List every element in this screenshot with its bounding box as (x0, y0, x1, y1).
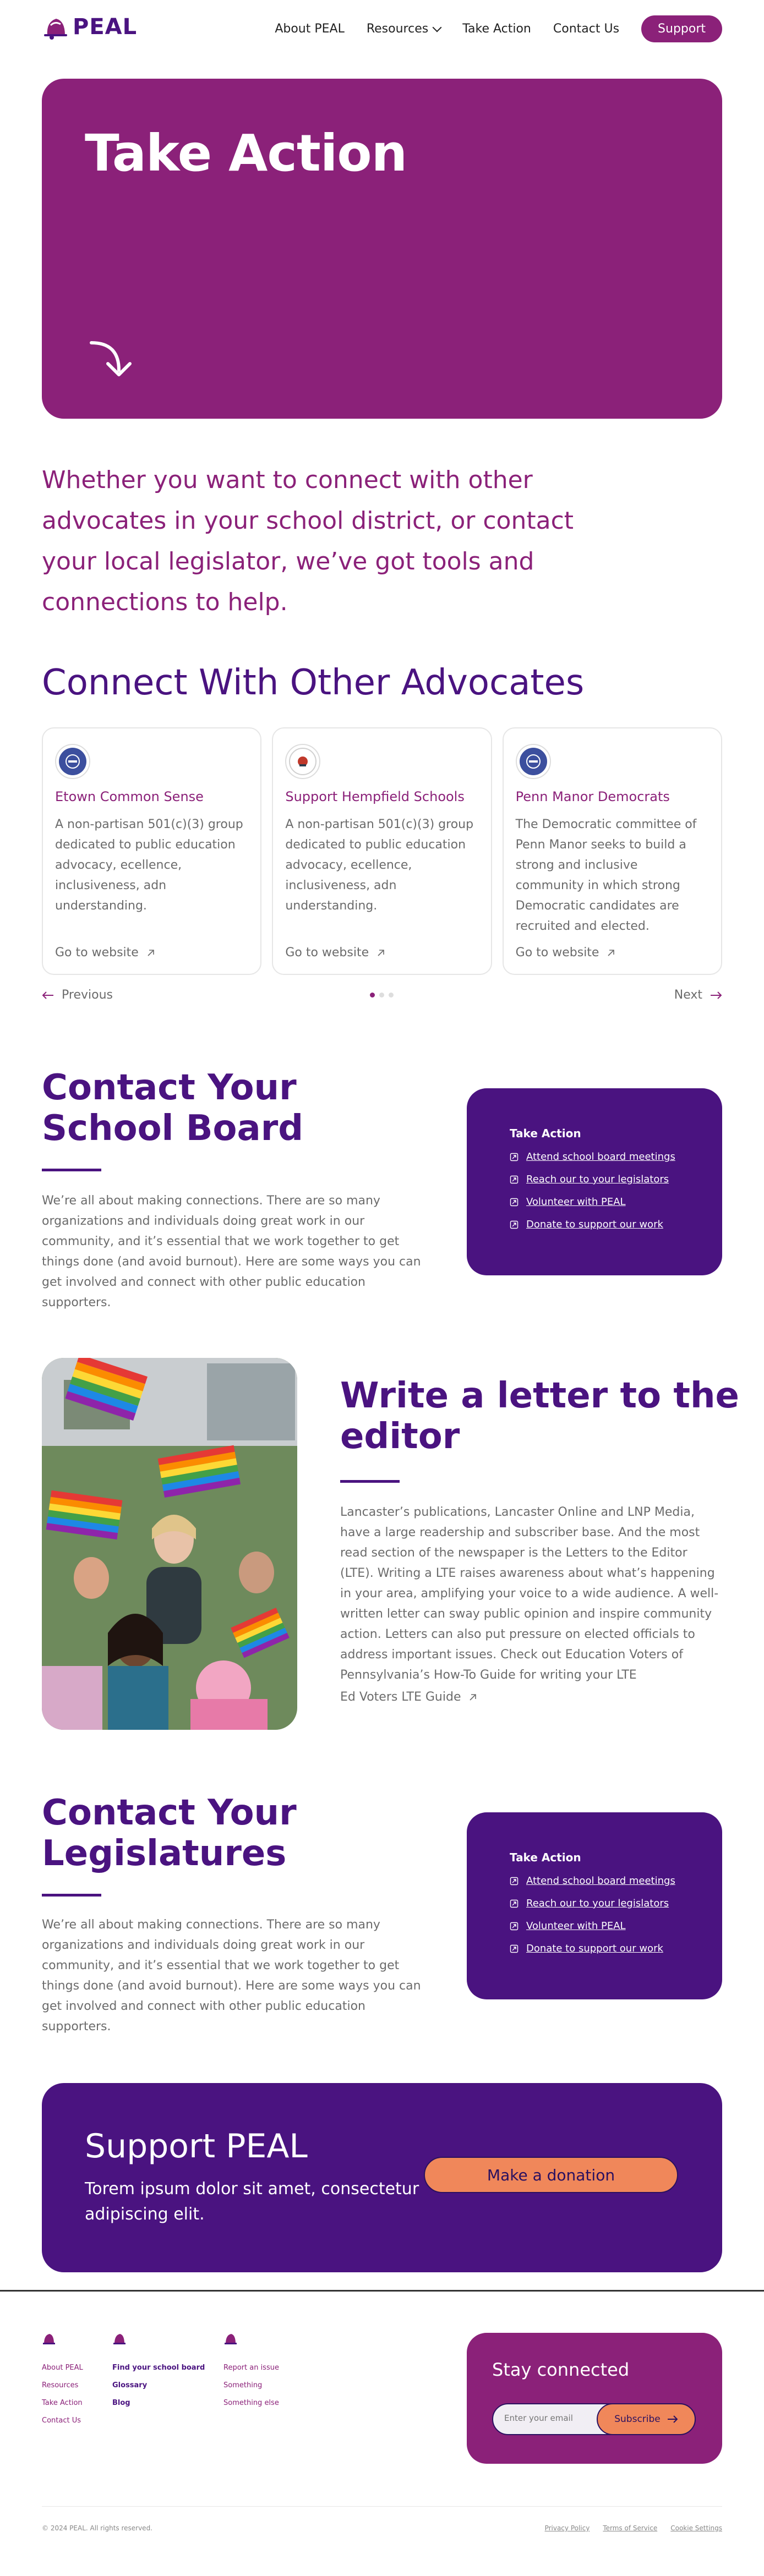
crowd-image (42, 1358, 297, 1730)
external-link-icon (510, 1922, 519, 1931)
footer-link[interactable]: Take Action (42, 2399, 83, 2407)
action-link[interactable] (510, 1219, 679, 1230)
legislatures-title: Contact Your Legislatures (42, 1793, 297, 1874)
card-title: Etown Common Sense (55, 789, 204, 804)
previous-button[interactable] (42, 988, 113, 1002)
external-link-icon (510, 1944, 519, 1953)
letter-text: Lancaster’s publications, Lancaster Online and LNP Media, have a large readership and subscriber base. And the most read section of the newspaper is the Letters to the Editor (LTE). Writing a LTE raises awareness about what’s happening in your area, amplifying your voice to a wide audience. A well-written letter can sway public opinion and inspire community action. Letters can also put pressure on elected officials to address important issues. Check out Education Voters of Pennsylvania’s How-To Guide for writing your LTE (340, 1505, 719, 1682)
lte-guide-link[interactable] (340, 1690, 477, 1704)
chevron-down-icon (433, 23, 442, 32)
org-badge-icon (285, 744, 320, 779)
action-link[interactable] (510, 1151, 679, 1163)
footer-column (223, 2332, 279, 2412)
footer-divider (0, 2290, 764, 2292)
card-title: Penn Manor Democrats (515, 789, 670, 804)
action-link[interactable] (510, 1943, 679, 1954)
external-link-icon (510, 1877, 519, 1886)
peal-logo[interactable] (42, 13, 137, 41)
nav-resources[interactable] (367, 22, 440, 36)
footer-column (112, 2332, 205, 2412)
nav-about[interactable]: About PEAL (275, 22, 345, 36)
action-link[interactable] (510, 1898, 679, 1909)
school-board-title: Contact Your School Board (42, 1067, 304, 1149)
newsletter-title: Stay connected (492, 2359, 630, 2380)
next-button[interactable] (674, 988, 722, 1002)
link-label: Go to website (55, 946, 139, 960)
pride-rally-photo (42, 1358, 297, 1730)
action-link-label: Donate to support our work (526, 1219, 663, 1230)
carousel-dots (370, 993, 394, 997)
external-link-icon (510, 1153, 519, 1161)
section-divider (42, 1169, 101, 1171)
action-link-label: Attend school board meetings (526, 1875, 675, 1887)
arrow-right-icon (667, 2415, 678, 2423)
action-link[interactable] (510, 1196, 679, 1208)
support-title: Support PEAL (85, 2127, 308, 2166)
footer-link[interactable]: Report an issue (223, 2364, 279, 2372)
bell-logo-icon (112, 2332, 127, 2346)
action-link-label: Attend school board meetings (526, 1151, 675, 1163)
bell-logo-icon (42, 2332, 56, 2346)
next-label: Next (674, 988, 702, 1002)
go-to-website-link[interactable] (516, 946, 616, 960)
action-link[interactable] (510, 1920, 679, 1932)
email-field-wrapper (492, 2403, 696, 2435)
carousel-dot[interactable] (379, 993, 384, 997)
arrow-left-icon (42, 991, 54, 1000)
take-action-title: Take Action (510, 1851, 581, 1864)
go-to-website-link[interactable] (285, 946, 385, 960)
action-link[interactable] (510, 1174, 679, 1185)
advocate-card (42, 727, 261, 975)
page-title: Take Action (85, 124, 407, 183)
action-link-label: Volunteer with PEAL (526, 1920, 626, 1932)
advocate-cards (42, 727, 722, 975)
support-text: Torem ipsum dolor sit amet, consectetur adipiscing elit. (85, 2179, 419, 2224)
action-link-label: Reach our to your legislators (526, 1174, 669, 1185)
support-button[interactable]: Support (641, 15, 722, 42)
take-action-title: Take Action (510, 1127, 581, 1140)
subscribe-label: Subscribe (614, 2414, 661, 2425)
nav-resources-label: Resources (366, 22, 429, 36)
advocate-card (503, 727, 722, 975)
terms-link[interactable]: Terms of Service (603, 2524, 658, 2532)
footer-link[interactable]: Resources (42, 2381, 79, 2389)
cookie-settings-link[interactable]: Cookie Settings (670, 2524, 722, 2532)
main-nav (275, 15, 722, 42)
nav-take-action[interactable]: Take Action (462, 22, 531, 36)
bell-logo-icon (42, 13, 69, 41)
newsletter-box (467, 2333, 722, 2464)
link-label: Go to website (515, 946, 599, 960)
take-action-box (467, 1088, 722, 1275)
take-action-box (467, 1812, 722, 1999)
legislatures-text: We’re all about making connections. There are so many organizations and individuals doing great work in our community, and it’s essential that we work together to get things done (and avoid burnout). Here are some ways you can get involved and connect with other public education supporters. (42, 1918, 421, 2034)
logo-text: PEAL (73, 14, 138, 40)
action-link-label: Volunteer with PEAL (526, 1196, 626, 1208)
card-description: A non-partisan 501(c)(3) group dedicated to public education advocacy, ecellence, inclusiveness, adn understanding. (55, 818, 243, 913)
footer-link[interactable]: Something else (223, 2399, 279, 2407)
external-link-icon (510, 1220, 519, 1229)
link-label: Ed Voters LTE Guide (340, 1690, 461, 1704)
carousel-dot[interactable] (389, 993, 394, 997)
curved-arrow-down-right-icon (86, 337, 135, 387)
footer-link[interactable]: Find your school board (112, 2364, 205, 2372)
section-divider (42, 1894, 101, 1897)
action-link-label: Reach our to your legislators (526, 1898, 669, 1909)
email-field[interactable] (504, 2413, 592, 2423)
arrow-up-right-icon (146, 949, 155, 957)
action-link-label: Donate to support our work (526, 1943, 663, 1954)
footer-link[interactable]: Blog (112, 2399, 130, 2407)
footer-column (42, 2332, 83, 2430)
link-label: Go to website (285, 946, 369, 960)
org-badge-icon (516, 744, 551, 779)
external-link-icon (510, 1198, 519, 1207)
advocate-card (272, 727, 492, 975)
support-banner (42, 2083, 722, 2272)
bell-logo-icon (223, 2332, 238, 2346)
external-link-icon (510, 1899, 519, 1908)
intro-text: Whether you want to connect with other advocates in your school district, or contact your local legislator, we’ve got tools and connections to help. (42, 466, 574, 616)
legal-links (545, 2524, 722, 2532)
site-header (0, 0, 764, 57)
previous-label: Previous (62, 988, 113, 1002)
carousel-nav (42, 985, 722, 1007)
letter-title: Write a letter to the editor (340, 1375, 739, 1457)
org-badge-icon (55, 744, 90, 779)
footer-link[interactable]: Contact Us (42, 2416, 81, 2425)
action-link[interactable] (510, 1875, 679, 1887)
hero-banner (42, 79, 722, 419)
go-to-website-link[interactable] (55, 946, 155, 960)
arrow-up-right-icon (376, 949, 385, 957)
card-title: Support Hempfield Schools (285, 789, 465, 804)
footer-link[interactable]: About PEAL (42, 2364, 83, 2372)
footer-divider (42, 2506, 722, 2507)
carousel-dot[interactable] (370, 993, 375, 997)
footer-link[interactable]: Glossary (112, 2381, 148, 2389)
section-divider (340, 1480, 400, 1483)
arrow-right-icon (710, 991, 722, 1000)
footer-link[interactable]: Something (223, 2381, 263, 2389)
make-donation-button[interactable]: Make a donation (424, 2157, 678, 2193)
privacy-policy-link[interactable]: Privacy Policy (544, 2524, 590, 2532)
external-link-icon (510, 1175, 519, 1184)
copyright-text: © 2024 PEAL. All rights reserved. (42, 2524, 152, 2532)
arrow-up-right-icon (607, 949, 615, 957)
arrow-up-right-icon (468, 1693, 477, 1702)
nav-contact[interactable]: Contact Us (553, 22, 620, 36)
school-board-text: We’re all about making connections. There are so many organizations and individuals doing great work in our community, and it’s essential that we work together to get things done (and avoid burnout). Here are some ways you can get involved and connect with other public education supporters. (42, 1194, 421, 1309)
card-description: A non-partisan 501(c)(3) group dedicated to public education advocacy, ecellence, inclusiveness, adn understanding. (285, 818, 474, 913)
subscribe-button[interactable] (597, 2403, 696, 2435)
connect-title: Connect With Other Advocates (42, 662, 585, 703)
card-description: The Democratic committee of Penn Manor seeks to build a strong and inclusive community in which strong Democratic candidates are recruited and elected. (515, 818, 697, 933)
